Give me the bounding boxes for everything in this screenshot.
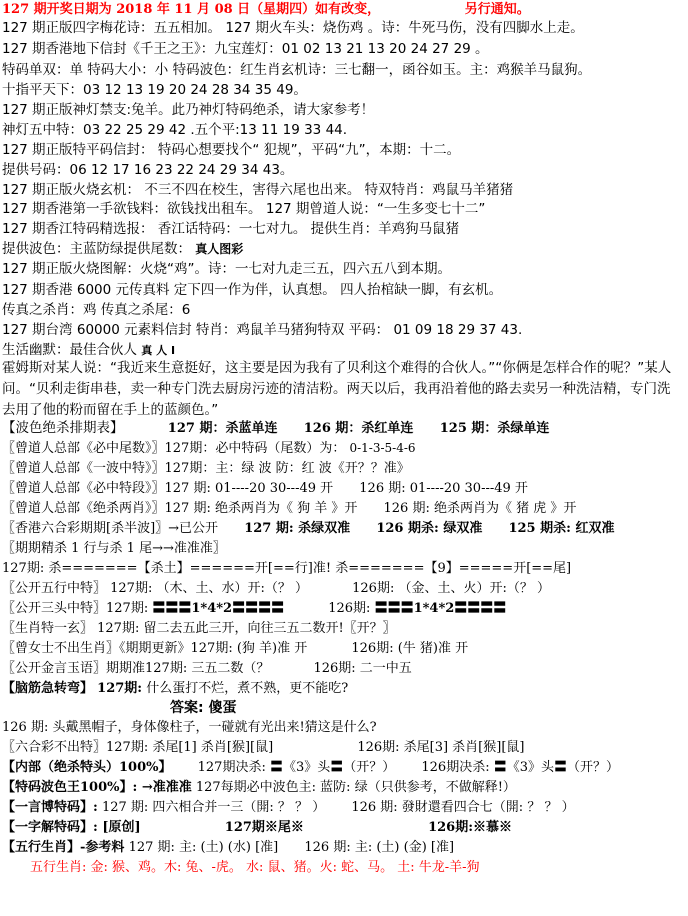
humor-title: 生活幽默：最佳合伙人 [2, 342, 137, 358]
row-one-char: 【一字解特码】: [原创] 127期※尾※ 126期:※慕※ [2, 820, 512, 835]
row-kill-head: 【内部（绝杀特头）100%】 127期决杀: 〓《3》头〓（开？） 126期决杀: 〓《3》头〓（开？） [2, 760, 619, 775]
line-wave-color [2, 240, 684, 259]
line-special-code: 特码单双：单 特码大小：小 特码波色：红生肖玄机诗：三七翻一，函谷如玉。主：鸡猴羊马鼠狗。 [2, 62, 592, 78]
line-taiwan: 127 期台湾 60000 元素料信封 特肖：鸡鼠羊马猪狗特双 平码： 01 09 18 29 37 43. [2, 322, 523, 338]
wave-kill-126: 126 期：杀红单连 [303, 421, 414, 436]
row-zodiac-mystery: 〖生肖特一玄〗 127期: 留二去五此三开，向往三五二数开!〖开？〗 [2, 621, 396, 636]
row-tail-numbers: 〖曾道人总部《必中尾数》〗127期：必中特码（尾数）为： 0-1-3-5-4-6 [2, 441, 416, 456]
row-five-elements: 〖公开五行中特〗 127期: （木、土、水）开:（？ ） 126期: （金、土、火）开:（？ ） [2, 581, 550, 596]
line-numbers: 提供号码：06 12 17 16 23 22 24 29 34 43。 [2, 162, 294, 178]
row-half-wave: 〖香港六合彩期期[杀半波]〗→已公开 127 期: 杀绿双准 126 期杀: 绿双准 125 期杀: 红双准 [2, 521, 615, 536]
watermark-text: 真人图彩 [195, 242, 244, 256]
humor-watermark: 真 人 I [141, 344, 176, 357]
announcement-date: 127 期开奖日期为 2018 年 11 月 08 日（星期四）如有改变， [2, 2, 381, 17]
line-envelope: 127 期正版特平码信封： 特码心想要找个“ 犯规”，平码“九”，本期：十二。 [2, 142, 461, 158]
row-zodiac-elements: 五行生肖: 金: 猴、鸡。木: 兔、-虎。 水: 鼠、猪。火: 蛇、马。 土: 牛龙-羊-狗 [30, 860, 480, 875]
table-wave-kill [2, 419, 684, 438]
line-hk-fax: 127 期香港 6000 元传真料 定下四一作为伴，认真想。 四人抬棺缺一脚，有玄机。 [2, 282, 503, 298]
row-riddle: 【脑筋急转弯】 127期: 什么蛋打不烂，煮不熟，更不能吃? [2, 681, 349, 696]
wave-kill-127: 127 期：杀蓝单连 [167, 421, 278, 436]
line-fire-diagram: 127 期正版火烧图解：火烧“鸡”。诗：一七对九走三五，四六五八到本期。 [2, 261, 452, 277]
line-lamp-five: 神灯五中特：03 22 25 29 42 .五个平:13 11 19 33 44. [2, 122, 348, 138]
row-five-zodiac: 【五行生肖】-参考料 127 期: 主: (土) (水) [准] 126 期: 主: (土) (金) [准] [2, 840, 455, 855]
line-xiangjiang: 127 期香江特码精选报： 香江话特码：一七对九。 提供生肖：羊鸡狗马鼠猪 [2, 221, 460, 237]
row-golden-words: 〖公开金言玉语〗期期准127期: 三五二数（？ 126期: 二一中五 [2, 661, 412, 676]
line-plum-poem: 127 期正版四字梅花诗：五五相加。 127 期火车头：烧伤鸡 。诗：牛死马伤，没有四脚水上走。 [2, 20, 584, 36]
line-hk-first-hand: 127 期香港第一手欲钱料：欲钱找出租车。 127 期曾道人说：“一生多变七十二” [2, 201, 486, 217]
row-madam-zeng: 〖曾女士不出生肖〗《期期更新》127期: (狗 羊)准 开 126期: (牛 猪)准 开 [2, 641, 469, 656]
row-period-kill: 〖期期精杀 1 行与杀 1 尾→→准准准〗 [2, 541, 226, 556]
row-kill-two: 〖曾道人总部《绝杀两肖》〗127 期: 绝杀两肖为《 狗 羊 》开 126 期: 绝杀两肖为《 猪 虎 》开 [2, 501, 577, 516]
announcement-notice: 另行通知。 [464, 2, 530, 17]
row-one-word: 【一言博特码】: 127 期: 四六相合并一三（開: ？ ？ ） 126 期: 發財還看四合七（開: ？ ？ ） [2, 800, 575, 815]
tail-numbers-value: 0-1-3-5-4-6 [349, 441, 416, 455]
row-not-out: 〖六合彩不出特〗127期: 杀尾[1] 杀肖[猴][鼠] 126期: 杀尾[3] 杀肖[猴][鼠] [2, 740, 525, 755]
wave-kill-label: 【波色绝杀排期表】 [2, 420, 124, 436]
riddle-answer: 答案: 傻蛋 [170, 700, 237, 716]
row-one-wave: 〖曾道人总部《一波中特》〗127期：主：绿 波 防：红 波《开？？准》 [2, 461, 410, 476]
row-number-range: 〖曾道人总部《必中特段》〗127 期: 01----20 30---49 开 126 期: 01----20 30---49 开 [2, 481, 528, 496]
humor-paragraph: 霍姆斯对某人说：“我近来生意挺好，这主要是因为我有了贝利这个难得的合伙人。”“你俩是怎样合作的呢？”某人问。“贝利走街串巷，卖一种专门洗去厨房污迹的清洁粉。两天以后，我再沿着他的路去卖另一种洗洁精，专门洗去用了他的粉而留在手上的蓝颜色。” [2, 360, 672, 418]
line-hk-envelope: 127 期香港地下信封《千王之王》：九宝莲灯：01 02 13 21 13 20 24 27 29 。 [2, 41, 489, 57]
line-fire-mystery: 127 期正版火烧玄机： 不三不四在校生，害得六尾也出来。 特双特肖：鸡鼠马羊猪猪 [2, 182, 514, 198]
wave-color-text: 提供波色：主蓝防绿提供尾数： [2, 241, 191, 257]
line-lamp-ban: 127 期正版神灯禁支:兔羊。此乃神灯特码绝杀，请大家参考！ [2, 102, 375, 118]
row-riddle-126: 126 期: 头戴黑帽子，身体像柱子，一碰就有光出来!猜这是什么? [2, 720, 377, 735]
announcement-line [2, 0, 684, 19]
line-fax-kill: 传真之杀肖：鸡 传真之杀尾：6 [2, 302, 191, 318]
row-three-head: 〖公开三头中特〗127期: 〓〓〓1*4*2〓〓〓〓 126期: 〓〓〓1*4*2〓〓〓〓 [2, 601, 507, 616]
line-ten-fingers: 十指平天下：03 12 13 19 20 24 28 34 35 49。 [2, 82, 307, 98]
row-wave-king: 【特码波色王100%】: →准准准 127每期必中波色主: 蓝防: 绿（只供参考，不做解释!） [2, 780, 516, 795]
row-kill-element: 127期: 杀=======【杀土】======开[==行]准! 杀=======【9】=====开[==尾] [2, 561, 572, 576]
wave-kill-125: 125 期：杀绿单连 [439, 421, 550, 436]
